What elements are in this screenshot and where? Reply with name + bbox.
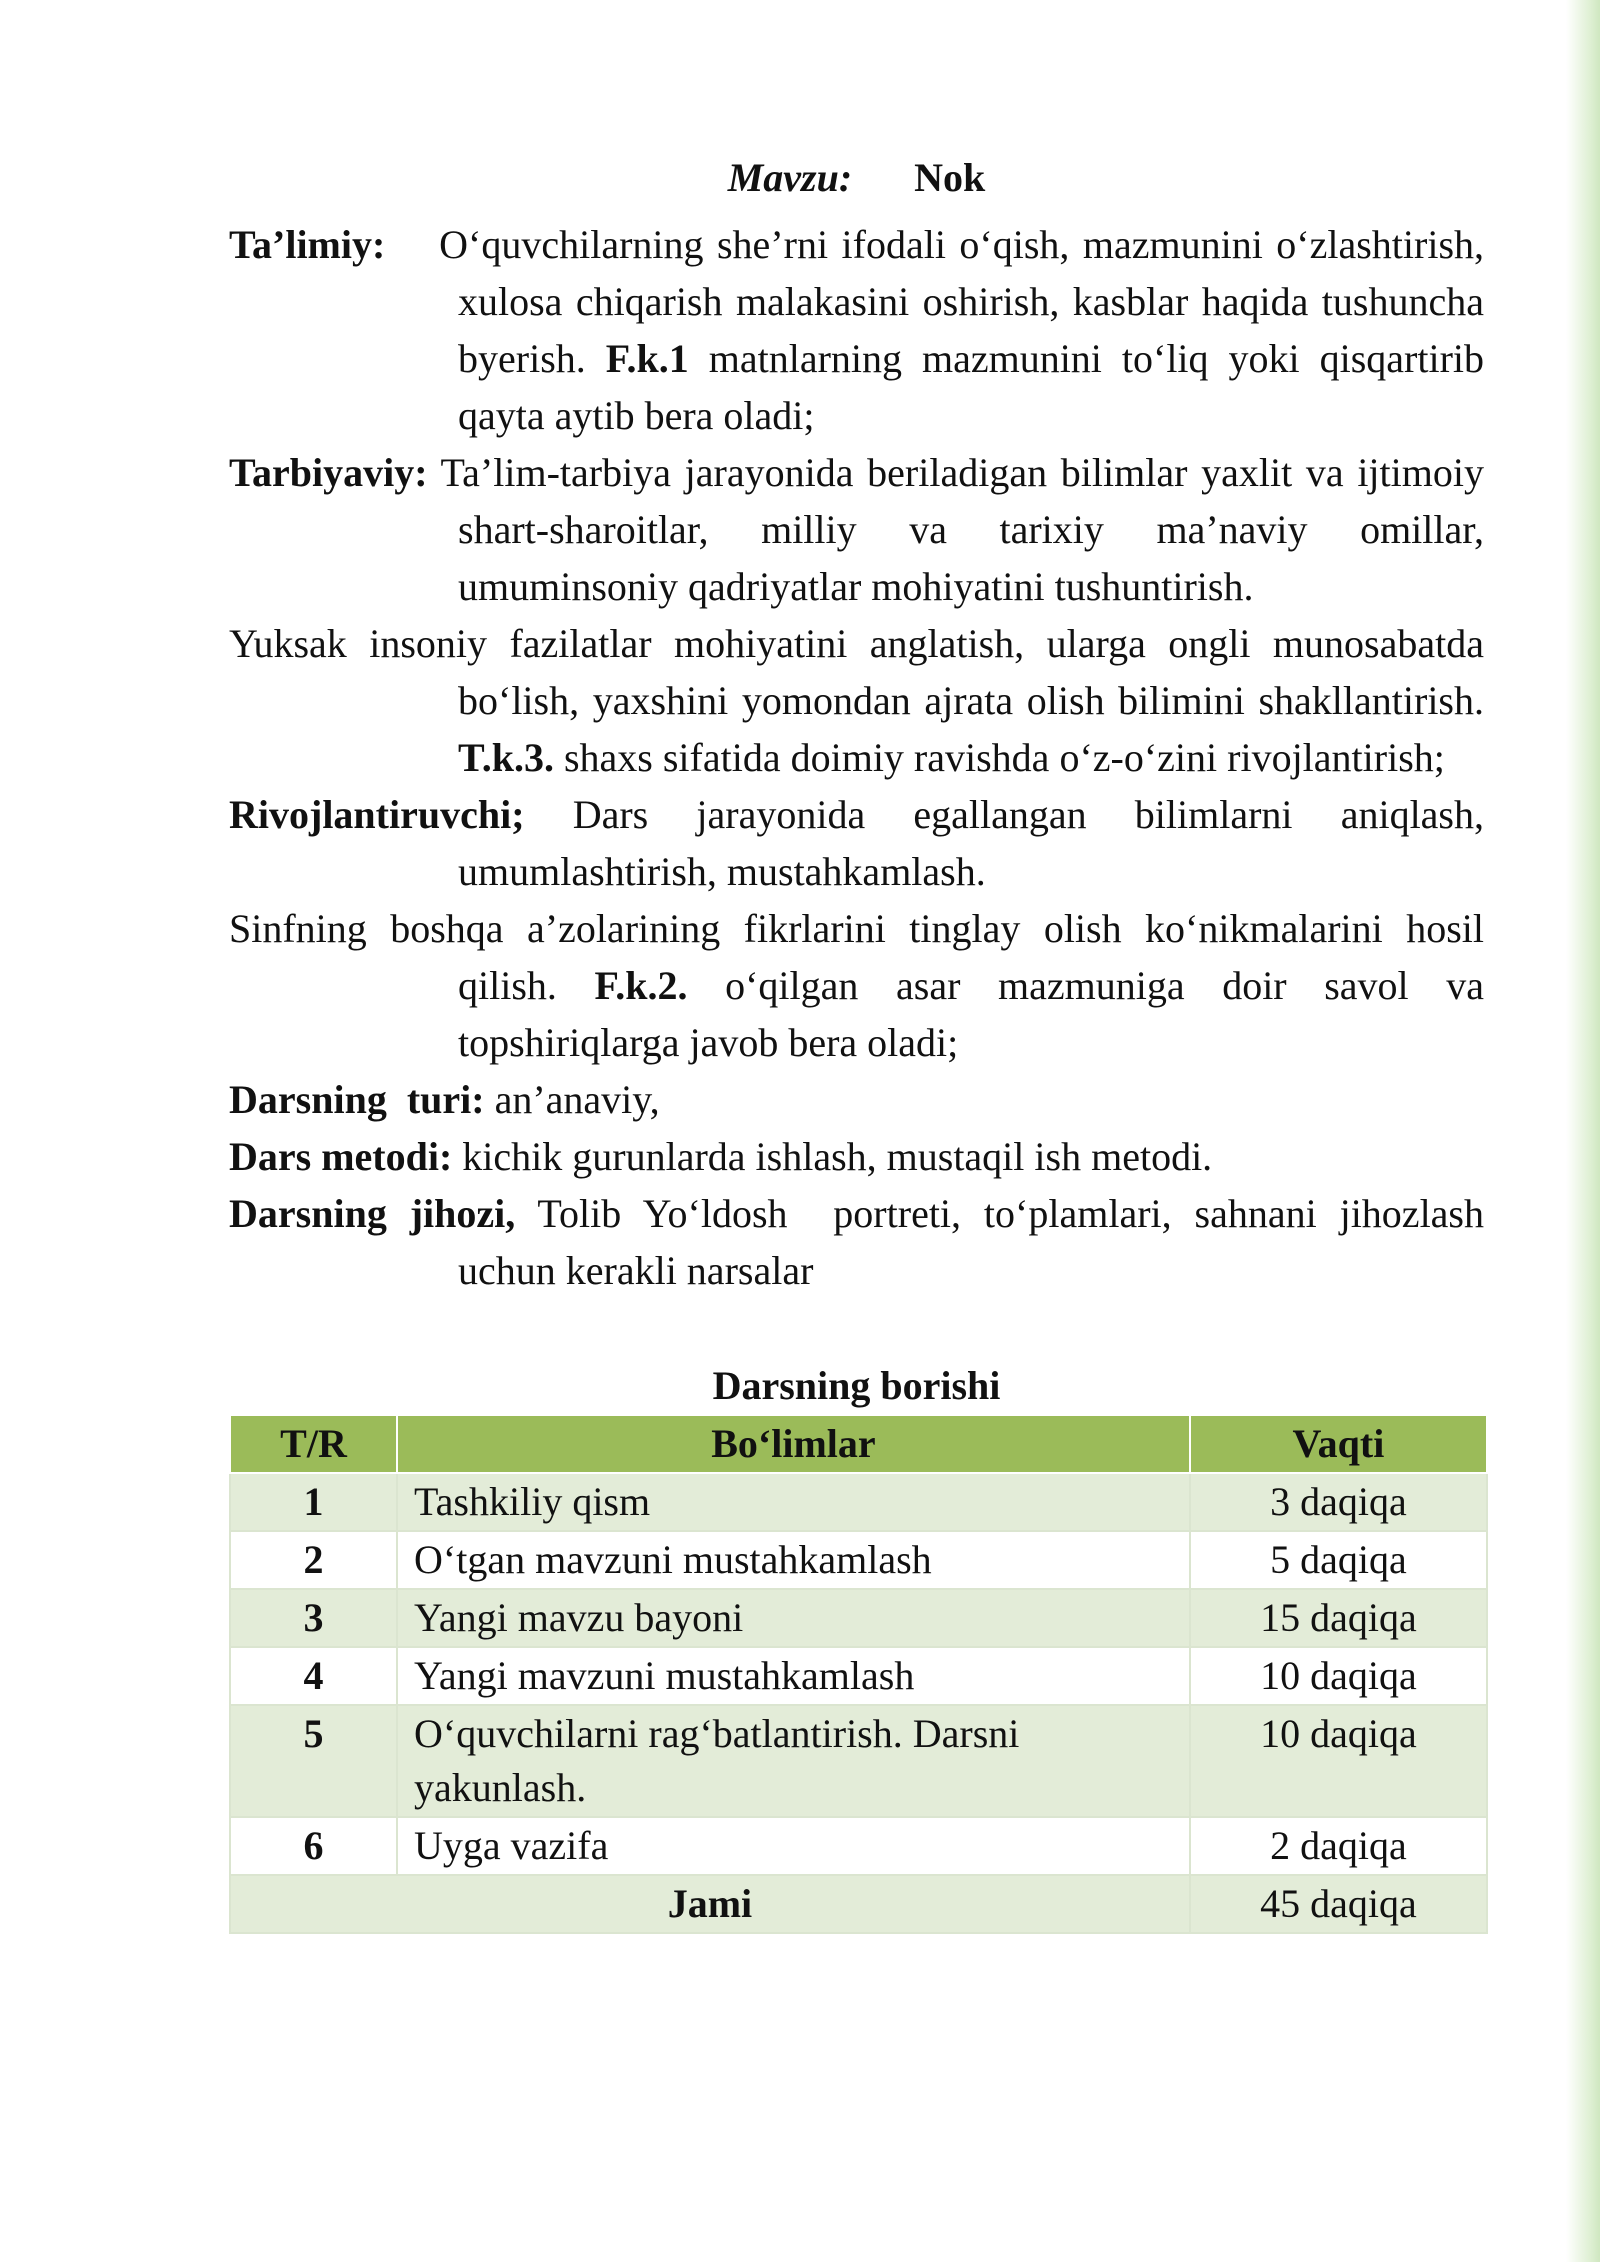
total-time: 45 daqiqa (1190, 1875, 1487, 1933)
row-time: 2 daqiqa (1190, 1817, 1487, 1875)
table-header-row (230, 1415, 1487, 1473)
table-row (230, 1817, 1487, 1875)
lesson-equipment-text: Tolib Yo‘ldosh portreti, to‘plamlari, sahnani jihozlash uchun kerakli narsalar (458, 1191, 1494, 1293)
topic-label: Mavzu: (727, 155, 853, 200)
row-section: Yangi mavzu bayoni (397, 1589, 1190, 1647)
lesson-equipment (229, 1185, 1494, 1299)
row-time: 5 daqiqa (1190, 1531, 1487, 1589)
row-section: O‘quvchilarni rag‘batlantirish. Darsni yakunlash. (397, 1705, 1190, 1817)
goal-class-skills-text: Sinfning boshqa a’zolarining fikrlarini tinglay olish ko‘nikmalarini hosil qilish. (229, 906, 1484, 1008)
goal-upbringing (229, 444, 1484, 615)
goal-class-skills-code: F.k.2. (594, 963, 688, 1008)
topic-heading (229, 150, 1484, 206)
table-row (230, 1531, 1487, 1589)
table-row (230, 1589, 1487, 1647)
goal-virtues (229, 615, 1484, 786)
table-row (230, 1705, 1487, 1817)
goal-class-skills-outcome: o‘qilgan asar mazmuniga doir savol va topshiriqlarga javob bera oladi; (458, 963, 1484, 1065)
row-time: 3 daqiqa (1190, 1473, 1487, 1531)
lesson-type-label: Darsning turi: (229, 1077, 485, 1122)
lesson-plan-title: Darsning borishi (712, 1363, 1001, 1408)
lesson-method-text: kichik gurunlarda ishlash, mustaqil ish metodi. (462, 1134, 1213, 1179)
header-time: Vaqti (1190, 1415, 1487, 1473)
row-section: O‘tgan mavzuni mustahkamlash (397, 1531, 1190, 1589)
total-label: Jami (230, 1875, 1190, 1933)
goal-upbringing-text: Ta’lim-tarbiya jarayonida beriladigan bilimlar yaxlit va ijtimoiy shart-sharoitlar, milliy va tarixiy ma’naviy omillar, umuminsoniy qadriyatlar mohiyatini tushuntirish. (440, 450, 1484, 609)
lesson-method (229, 1128, 1484, 1185)
lesson-method-label: Dars metodi: (229, 1134, 453, 1179)
goal-educational-text: O‘quvchilarning she’rni ifodali o‘qish, mazmunini o‘zlashtirish, xulosa chiqarish malakasini oshirish, kasblar haqida tushuncha byerish. (439, 222, 1485, 381)
goal-educational-outcome: matnlarning mazmunini to‘liq yoki qisqartirib qayta aytib bera oladi; (458, 336, 1485, 438)
row-number: 2 (230, 1531, 397, 1589)
header-number: T/R (230, 1415, 397, 1473)
page-edge-decoration (1566, 0, 1600, 2262)
goal-upbringing-label: Tarbiyaviy: (229, 450, 428, 495)
row-number: 1 (230, 1473, 397, 1531)
topic-value: Nok (914, 155, 986, 200)
goal-virtues-code: T.k.3. (458, 735, 554, 780)
lesson-type-text: an’anaviy, (494, 1077, 660, 1122)
row-number: 3 (230, 1589, 397, 1647)
goal-developmental-text: Dars jarayonida egallangan bilimlarni aniqlash, umumlashtirish, mustahkamlash. (458, 792, 1485, 894)
table-row (230, 1647, 1487, 1705)
row-time: 10 daqiqa (1190, 1647, 1487, 1705)
row-number: 6 (230, 1817, 397, 1875)
lesson-type (229, 1071, 1484, 1128)
row-section: Yangi mavzuni mustahkamlash (397, 1647, 1190, 1705)
row-time: 10 daqiqa (1190, 1705, 1487, 1817)
row-number: 5 (230, 1705, 397, 1817)
goal-virtues-outcome: shaxs sifatida doimiy ravishda o‘z-o‘zini rivojlantirish; (563, 735, 1445, 780)
goal-educational-code: F.k.1 (605, 336, 689, 381)
goal-educational-label: Ta’limiy: (229, 222, 386, 267)
goal-class-skills (229, 900, 1484, 1071)
document-page (229, 150, 1494, 1934)
lesson-equipment-label: Darsning jihozi, (229, 1191, 516, 1236)
row-section: Tashkiliy qism (397, 1473, 1190, 1531)
goal-virtues-text: Yuksak insoniy fazilatlar mohiyatini anglatish, ularga ongli munosabatda bo‘lish, yaxshini yomondan ajrata olish bilimini shakllantirish. (229, 621, 1484, 723)
header-sections: Bo‘limlar (397, 1415, 1190, 1473)
row-number: 4 (230, 1647, 397, 1705)
goal-educational (229, 216, 1484, 444)
table-row (230, 1473, 1487, 1531)
goal-developmental (229, 786, 1484, 900)
table-total-row (230, 1875, 1487, 1933)
row-section: Uyga vazifa (397, 1817, 1190, 1875)
row-time: 15 daqiqa (1190, 1589, 1487, 1647)
lesson-plan-table (229, 1414, 1488, 1934)
goal-developmental-label: Rivojlantiruvchi; (229, 792, 525, 837)
